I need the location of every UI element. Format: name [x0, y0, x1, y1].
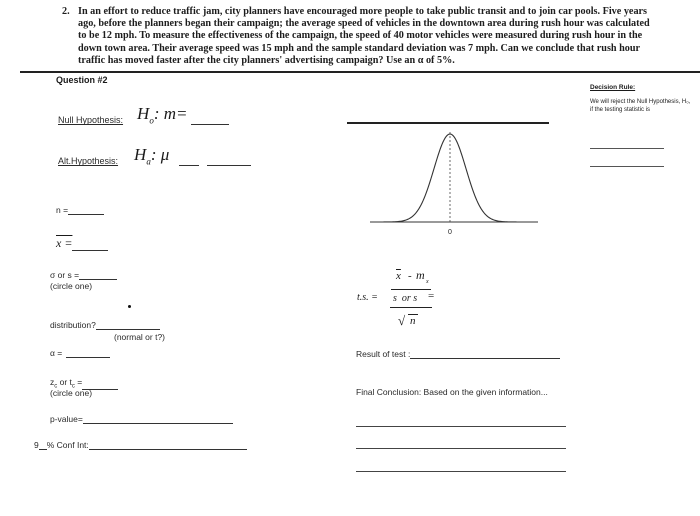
alt-hypothesis-blank-2[interactable] — [207, 156, 251, 166]
decision-rule — [590, 84, 692, 114]
alt-hypothesis-symbol: $H_a$: μ — [134, 145, 170, 167]
conf-int-blank[interactable] — [89, 440, 247, 450]
alpha-label: α = — [50, 348, 63, 358]
conclusion-line-3[interactable] — [356, 471, 566, 472]
test-stat-mu: m — [416, 268, 425, 282]
xbar-blank[interactable] — [72, 241, 108, 251]
conclusion-line-2[interactable] — [356, 448, 566, 449]
distribution-label: distribution? — [50, 320, 96, 330]
problem-number: 2. — [62, 6, 70, 17]
test-stat-minus: - — [408, 270, 412, 282]
distribution-field — [50, 320, 160, 330]
test-stat-inner-bar — [390, 307, 432, 308]
circle-one-note-2: (circle one) — [50, 388, 93, 398]
header-divider — [20, 71, 700, 73]
critical-value-label: $z_c$ or $t_c$ = — [50, 377, 83, 390]
n-field — [56, 205, 104, 215]
test-stat-fraction-bar — [391, 289, 431, 290]
sigma-label: σ or s = — [50, 270, 80, 280]
n-blank[interactable] — [68, 205, 104, 215]
test-stat-sqrt-n: n — [410, 315, 416, 327]
alt-hypothesis-label: Alt.Hypothesis: — [58, 156, 119, 167]
xbar-label: x = — [56, 236, 73, 250]
alpha-blank[interactable] — [66, 348, 110, 358]
conf-int-prefix: 9 — [34, 440, 39, 450]
decision-rule-title: Decision Rule: — [590, 84, 636, 91]
alt-hypothesis-blank-1[interactable] — [179, 156, 199, 166]
test-stat-prefix: t.s. = — [357, 292, 378, 303]
problem-statement — [62, 6, 652, 67]
conclusion-line-1[interactable] — [356, 426, 566, 427]
conf-int-field — [34, 440, 247, 450]
decision-rule-blank-2[interactable] — [590, 166, 664, 167]
test-stat-mu-sub: x — [426, 279, 429, 285]
test-stat-equals: = — [428, 290, 435, 302]
distribution-blank[interactable] — [96, 320, 160, 330]
sigma-field — [50, 270, 117, 280]
null-hypothesis-blank[interactable] — [191, 115, 229, 125]
result-blank[interactable] — [410, 349, 560, 359]
result-field — [356, 349, 560, 359]
bullet-dot — [128, 305, 131, 308]
xbar-field — [56, 236, 108, 251]
p-value-field — [50, 414, 233, 424]
normal-curve — [360, 128, 550, 238]
result-label: Result of test : — [356, 349, 411, 359]
test-stat-denominator: s or s — [393, 293, 418, 304]
problem-text: In an effort to reduce traffic jam, city planners have encouraged more people to take public transit and to join car pools. Five years ago, before the planners began their campaign; the average speed of vehicles in the downtown area during rush hour was calculated to be 12 mph. To measure the effectiveness of the campaign, the speed of 40 motor vehicles were measured during rush hour in the down town area. Their average speed was 15 mph and the sample standard deviation was 7 mph. Can we conclude that rush hour traffic has moved faster after the city planners' advertising campaign? Use an α of 5%. — [78, 6, 650, 66]
circle-one-note-1: (circle one) — [50, 281, 93, 291]
alpha-field — [50, 348, 110, 358]
normal-or-t-note: (normal or t?) — [114, 332, 166, 342]
question-label: Question #2 — [56, 75, 108, 85]
test-stat-xbar: $\overline{x}$ — [396, 270, 401, 282]
sqrt-symbol: √ — [398, 313, 406, 328]
null-hypothesis-label: Null Hypothesis: — [58, 115, 124, 126]
curve-zero-label: 0 — [448, 229, 452, 236]
alt-hypothesis — [58, 145, 251, 166]
null-hypothesis-symbol: $H_o$: m= — [137, 104, 188, 126]
conf-int-label: % Conf Int: — [46, 440, 89, 450]
null-hypothesis — [58, 104, 229, 125]
n-label: n = — [56, 205, 69, 215]
rejection-line — [347, 122, 549, 124]
sigma-blank[interactable] — [79, 270, 117, 280]
conf-int-level-blank[interactable] — [39, 440, 47, 450]
decision-rule-text: We will reject the Null Hypothesis, H₀, if the testing statistic is — [590, 99, 691, 113]
p-value-blank[interactable] — [83, 414, 233, 424]
decision-rule-blank-1[interactable] — [590, 148, 664, 149]
p-value-label: p-value= — [50, 414, 83, 424]
final-conclusion-label: Final Conclusion: Based on the given information... — [356, 387, 548, 397]
